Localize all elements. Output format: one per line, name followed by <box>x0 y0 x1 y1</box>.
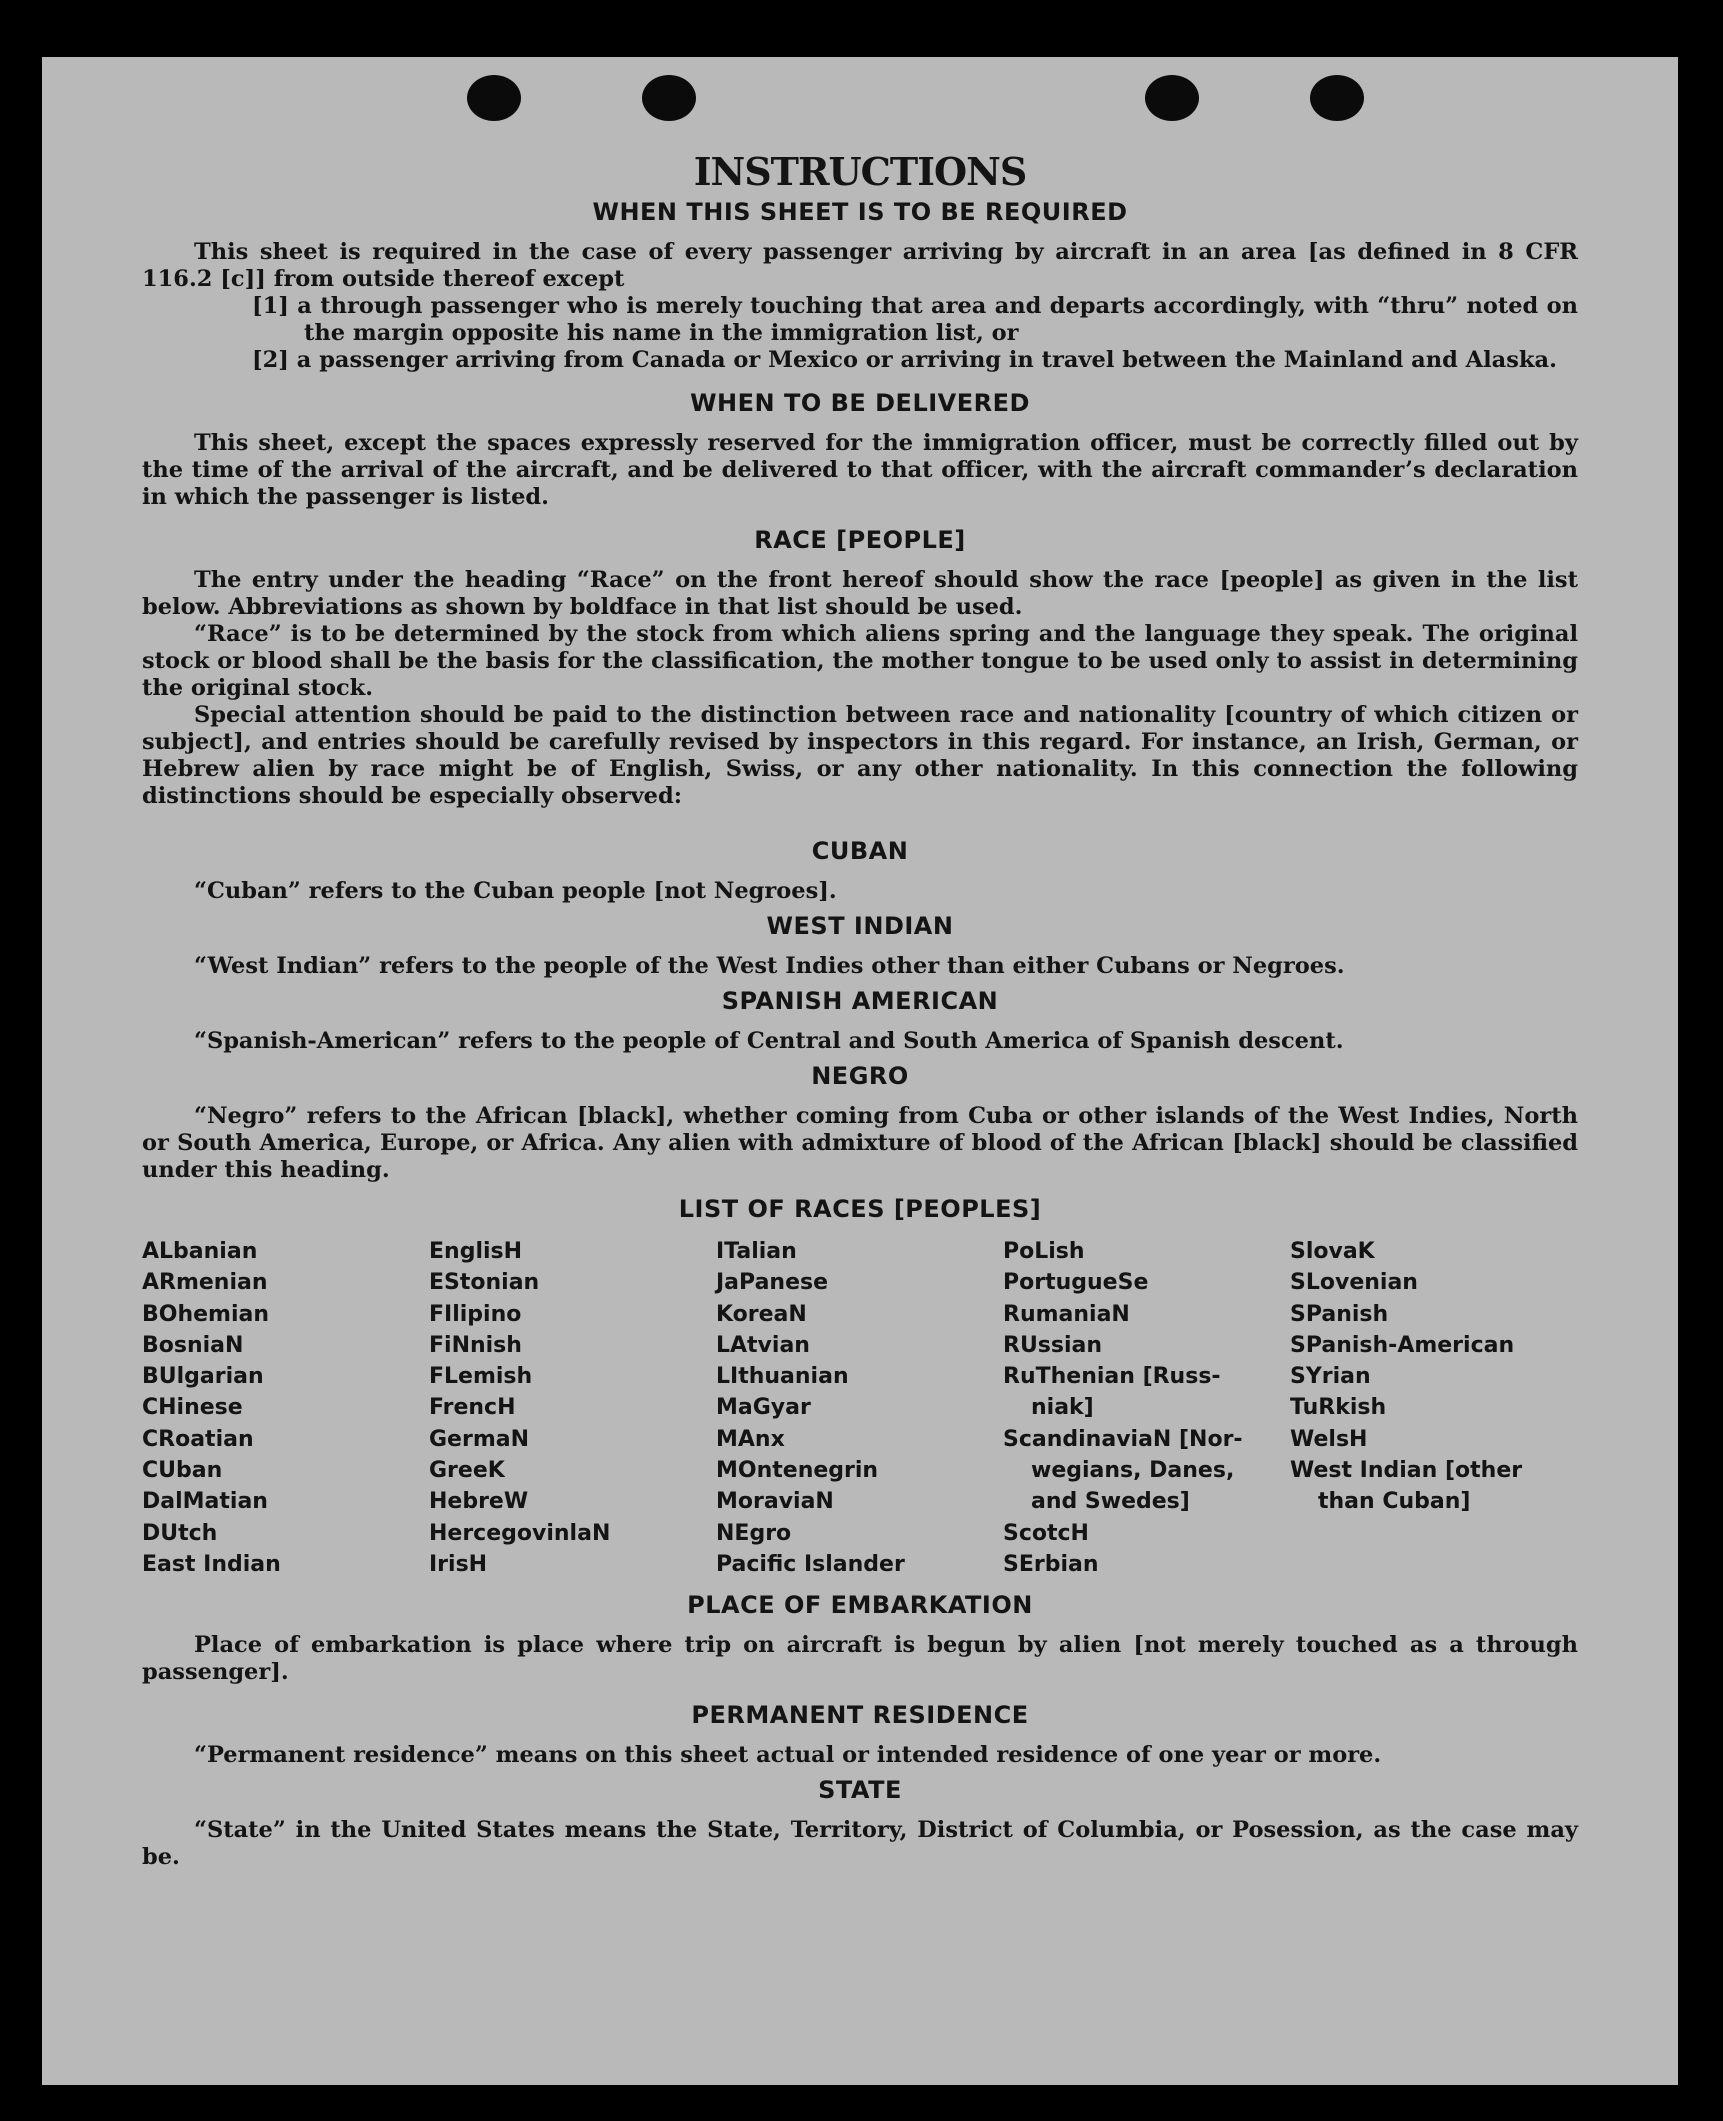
race-entry: BOhemian <box>142 1301 270 1327</box>
race-entry: LIthuanian <box>716 1364 849 1390</box>
race-entry: MOntenegrin <box>716 1458 879 1484</box>
punch-hole-1 <box>467 75 521 121</box>
west-indian-text: “West Indian” refers to the people of the West Indies other than either Cubans or Negroes. <box>194 953 1345 979</box>
race-entry: PoLish <box>1003 1239 1085 1264</box>
race-entry: SYrian <box>1290 1364 1371 1390</box>
race-entry: ARmenian <box>142 1270 268 1296</box>
race-entry: niak] <box>1031 1395 1094 1421</box>
negro-text: “Negro” refers to the African [black], whether coming from Cuba or other islands of the West Indies, North or South America, Europe, or Africa. Any alien with admixture of blood of the African [black] should be classified under this heading. <box>142 1103 1578 1183</box>
heading-place-of-embarkation: PLACE OF EMBARKATION <box>687 1591 1033 1620</box>
race-entry: RuThenian [Russ- <box>1003 1364 1221 1390</box>
race-entry: CUban <box>142 1458 223 1484</box>
race-entry: IrisH <box>429 1551 488 1577</box>
instructions-content <box>142 150 1578 1871</box>
cuban-text: “Cuban” refers to the Cuban people [not Negroes]. <box>194 878 837 904</box>
embarkation-text: Place of embarkation is place where trip on aircraft is begun by alien [not merely touched as a through passenger]. <box>142 1632 1578 1686</box>
heading-negro: NEGRO <box>811 1062 909 1090</box>
required-item-2: [2] a passenger arriving from Canada or Mexico or arriving in travel between the Mainland and Alaska. <box>252 347 1557 373</box>
races-column-5 <box>1290 1236 1577 1580</box>
race-entry: GermaN <box>429 1426 530 1452</box>
race-entry: DUtch <box>142 1520 218 1546</box>
spanish-american-text: “Spanish-American” refers to the people of Central and South America of Spanish descent. <box>194 1028 1344 1054</box>
document-sheet <box>42 57 1678 2085</box>
race-entry: SLovenian <box>1290 1270 1418 1296</box>
race-paragraph-2: “Race” is to be determined by the stock from which aliens spring and the language they speak. The original stock or blood shall be the basis for the classification, the mother tongue to be used only to assist in determining the original stock. <box>142 621 1578 701</box>
race-entry: FIlipino <box>429 1301 522 1327</box>
race-entry: MAnx <box>716 1426 785 1452</box>
punch-hole-4 <box>1310 75 1364 121</box>
race-entry: EStonian <box>429 1270 540 1296</box>
race-entry: MoraviaN <box>716 1489 834 1515</box>
race-entry: FiNnish <box>429 1332 522 1358</box>
race-entry: WelsH <box>1290 1426 1368 1452</box>
race-entry: FLemish <box>429 1364 533 1390</box>
race-entry: SPanish <box>1290 1301 1389 1327</box>
race-entry: MaGyar <box>716 1395 811 1421</box>
heading-when-required: WHEN THIS SHEET IS TO BE REQUIRED <box>592 198 1128 226</box>
required-intro: This sheet is required in the case of every passenger arriving by aircraft in an area [as defined in 8 CFR 116.2 [c]] from outside thereof except <box>142 239 1578 292</box>
punch-hole-2 <box>642 75 696 121</box>
heading-permanent-residence: PERMANENT RESIDENCE <box>691 1701 1029 1730</box>
race-entry: LAtvian <box>716 1332 810 1358</box>
race-entry: ALbanian <box>142 1239 258 1264</box>
race-entry: CHinese <box>142 1395 243 1421</box>
race-entry: HercegovinlaN <box>429 1520 611 1546</box>
race-entry: ScandinaviaN [Nor- <box>1003 1426 1243 1452</box>
heading-state: STATE <box>818 1776 902 1805</box>
heading-race: RACE [PEOPLE] <box>754 526 966 554</box>
heading-cuban: CUBAN <box>811 837 909 865</box>
race-entry: PortugueSe <box>1003 1270 1149 1296</box>
race-entry: than Cuban] <box>1318 1489 1471 1515</box>
race-entry: NEgro <box>716 1520 792 1546</box>
race-entry: West Indian [other <box>1290 1458 1523 1484</box>
race-entry: RumaniaN <box>1003 1301 1130 1327</box>
race-entry: Pacific Islander <box>716 1551 905 1577</box>
race-paragraph-3: Special attention should be paid to the distinction between race and nationality [country of which citizen or subject], and entries should be carefully revised by inspectors in this regard. For instance, an Irish, German, or Hebrew alien by race might be of English, Swiss, or any other nationality. In this connection the following distinctions should be especially observed: <box>142 702 1578 809</box>
race-entry: FrencH <box>429 1395 516 1421</box>
race-entry: GreeK <box>429 1458 505 1484</box>
race-entry: HebreW <box>429 1489 529 1515</box>
race-entry: RUssian <box>1003 1332 1103 1358</box>
heading-spanish-american: SPANISH AMERICAN <box>721 987 999 1015</box>
race-entry: DalMatian <box>142 1489 268 1515</box>
punch-hole-3 <box>1145 75 1199 121</box>
state-text: “State” in the United States means the State, Territory, District of Columbia, or Posession, as the case may be. <box>142 1817 1578 1871</box>
races-list <box>142 1236 1578 1580</box>
race-entry: and Swedes] <box>1031 1489 1190 1515</box>
race-entry: ITalian <box>716 1239 797 1264</box>
race-entry: TuRkish <box>1290 1395 1387 1421</box>
heading-when-delivered: WHEN TO BE DELIVERED <box>690 389 1030 417</box>
race-entry: EnglisH <box>429 1239 523 1264</box>
race-entry: SPanish-American <box>1290 1332 1515 1358</box>
races-column-3 <box>716 1236 1003 1580</box>
race-entry: BUlgarian <box>142 1364 264 1390</box>
race-entry: KoreaN <box>716 1301 807 1327</box>
race-entry: BosniaN <box>142 1332 244 1358</box>
race-entry: SlovaK <box>1290 1239 1375 1264</box>
heading-west-indian: WEST INDIAN <box>766 912 954 940</box>
races-column-2 <box>429 1236 716 1580</box>
heading-list-of-races: LIST OF RACES [PEOPLES] <box>678 1195 1042 1223</box>
race-entry: ScotcH <box>1003 1520 1089 1546</box>
races-column-1 <box>142 1236 429 1580</box>
race-entry: CRoatian <box>142 1426 254 1452</box>
race-entry: East Indian <box>142 1551 281 1577</box>
race-entry: JaPanese <box>716 1270 829 1296</box>
races-column-4 <box>1003 1236 1290 1580</box>
required-item-1: [1] a through passenger who is merely touching that area and departs accordingly, with “thru” noted on the margin opposite his name in the immigration list, or <box>252 293 1578 346</box>
delivered-text: This sheet, except the spaces expressly reserved for the immigration officer, must be correctly filled out by the time of the arrival of the aircraft, and be delivered to that officer, with the aircraft commander’s declaration in which the passenger is listed. <box>142 430 1578 510</box>
race-paragraph-1: The entry under the heading “Race” on the front hereof should show the race [people] as given in the list below. Abbreviations as shown by boldface in that list should be used. <box>142 567 1578 620</box>
page-title: INSTRUCTIONS <box>693 149 1027 194</box>
residence-text: “Permanent residence” means on this sheet actual or intended residence of one year or more. <box>194 1742 1382 1769</box>
race-entry: SErbian <box>1003 1551 1099 1577</box>
race-entry: wegians, Danes, <box>1031 1458 1235 1484</box>
